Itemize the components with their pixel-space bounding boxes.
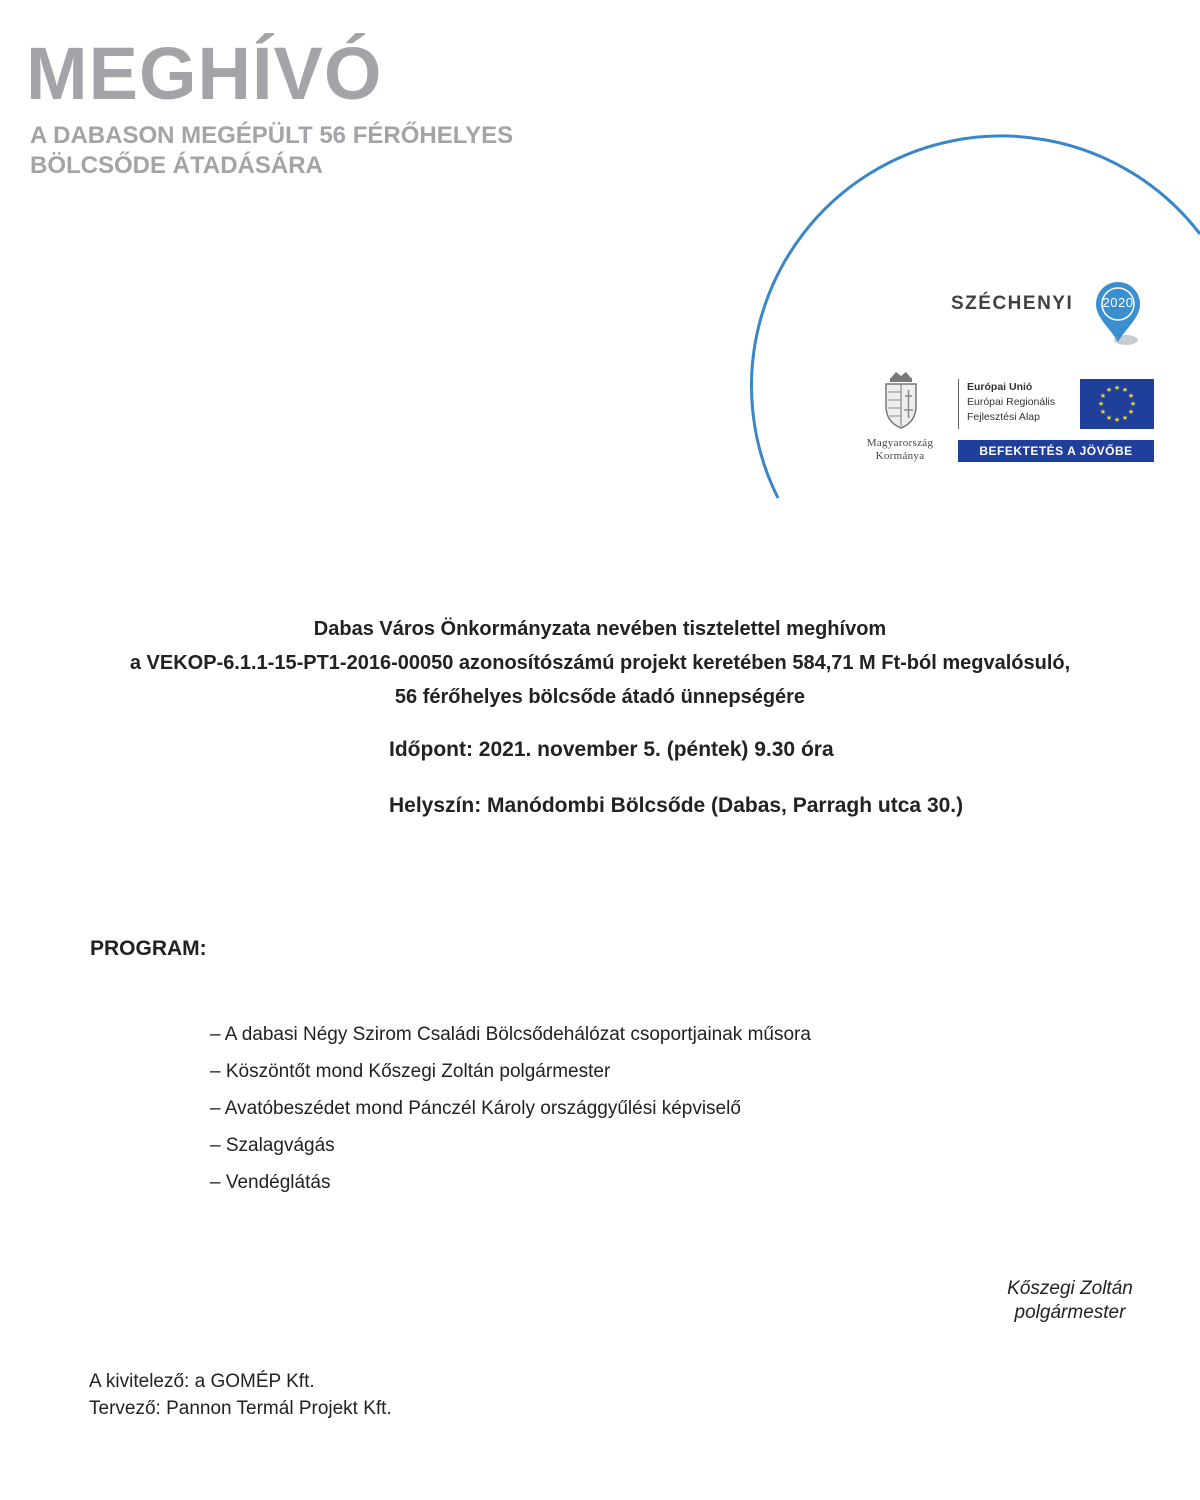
government-logo-text (846, 437, 954, 463)
svg-text:★: ★ (1127, 392, 1135, 400)
subtitle-line-2: BÖLCSŐDE ÁTADÁSÁRA (30, 152, 323, 179)
footer-credits (89, 1368, 392, 1422)
invitation-text (0, 612, 1200, 714)
program-item: – Szalagvágás (210, 1135, 335, 1156)
eu-line-1: Európai Unió (967, 381, 1033, 393)
program-heading: PROGRAM: (90, 937, 207, 960)
svg-text:★: ★ (1099, 408, 1107, 416)
invitation-line-3: 56 férőhelyes bölcsőde átadó ünnepségére (394, 686, 806, 708)
svg-text:★: ★ (1121, 386, 1129, 394)
program-list (210, 1016, 811, 1201)
footer-contractor: A kivitelező: a GOMÉP Kft. (89, 1371, 315, 1392)
page-title: MEGHÍVÓ (26, 32, 383, 115)
svg-text:★: ★ (1105, 386, 1113, 394)
footer-designer: Tervező: Pannon Termál Projekt Kft. (89, 1398, 392, 1419)
signature-block (960, 1277, 1180, 1325)
event-time: Időpont: 2021. november 5. (péntek) 9.30 óra (389, 738, 834, 761)
svg-text:★: ★ (1099, 392, 1107, 400)
szechenyi-pin-icon (1093, 280, 1145, 350)
eu-banner: BEFEKTETÉS A JÖVŐBE (958, 440, 1154, 462)
eu-line-2: Európai Regionális (967, 396, 1056, 408)
program-item: – Köszöntőt mond Kőszegi Zoltán polgármester (210, 1061, 611, 1082)
svg-text:★: ★ (1129, 400, 1137, 408)
subtitle-line-1: A DABASON MEGÉPÜLT 56 FÉRŐHELYES (30, 122, 514, 149)
invitation-line-1: Dabas Város Önkormányzata nevében tisztelettel meghívom (313, 618, 887, 640)
government-line-2: Kormánya (875, 450, 925, 462)
eu-line-3: Fejlesztési Alap (967, 411, 1040, 423)
svg-text:★: ★ (1121, 414, 1129, 422)
invitation-line-2: a VEKOP-6.1.1-15-PT1-2016-00050 azonosítószámú projekt keretében 584,71 M Ft-ból megvalósuló, (129, 652, 1071, 674)
szechenyi-logo-text: SZÉCHENYI (951, 293, 1074, 314)
program-item: – Avatóbeszédet mond Pánczél Károly országgyűlési képviselő (210, 1098, 741, 1119)
event-location: Helyszín: Manódombi Bölcsőde (Dabas, Parragh utca 30.) (389, 794, 964, 817)
svg-text:★: ★ (1105, 414, 1113, 422)
eu-flag-icon (1080, 379, 1154, 429)
program-item: – Vendéglátás (210, 1172, 331, 1193)
szechenyi-year: 2020 (1102, 295, 1134, 310)
eu-logo-text (958, 379, 1079, 429)
hungarian-crest-icon (876, 368, 926, 430)
government-line-1: Magyarország (866, 437, 934, 449)
signature-name: Kőszegi Zoltán (1007, 1278, 1133, 1299)
svg-text:★: ★ (1113, 384, 1121, 392)
program-item: – A dabasi Négy Szirom Családi Bölcsődehálózat csoportjainak műsora (210, 1024, 811, 1045)
svg-text:★: ★ (1113, 416, 1121, 424)
svg-text:★: ★ (1097, 400, 1105, 408)
signature-role: polgármester (1014, 1302, 1126, 1323)
svg-text:★: ★ (1127, 408, 1135, 416)
